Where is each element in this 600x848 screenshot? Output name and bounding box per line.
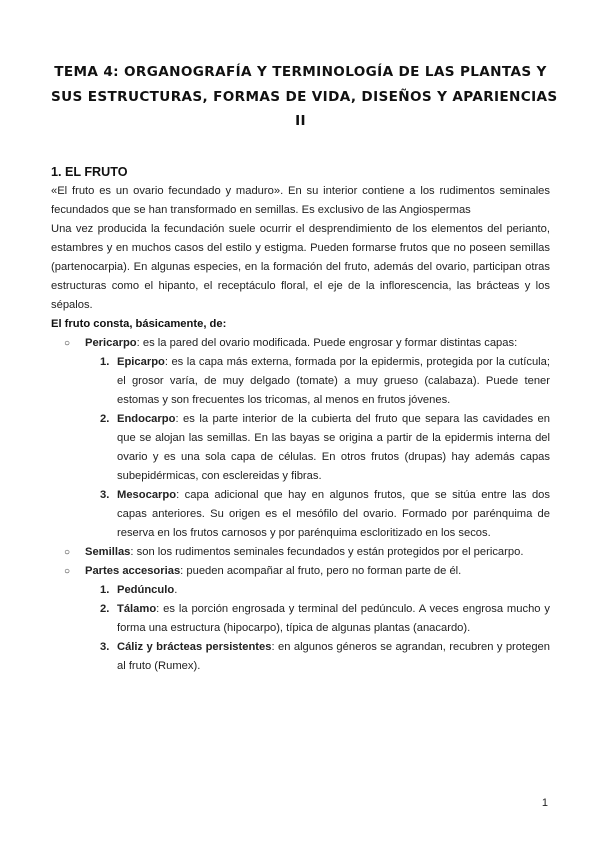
list-item-mesocarpo: [100, 486, 550, 543]
term-caliz-bracteas: Cáliz y brácteas persistentes: [117, 640, 272, 653]
item-number: 1.: [100, 355, 110, 368]
fruit-parts-list: [51, 334, 550, 676]
title-line-3: II: [295, 113, 306, 129]
list-item-partes-accesorias: [64, 562, 551, 676]
consta-label: El fruto consta, básicamente, de:: [51, 317, 227, 330]
term-semillas: Semillas: [85, 545, 131, 558]
item-number: 2.: [100, 412, 110, 425]
accesorias-list: [85, 581, 550, 676]
item-number: 3.: [100, 640, 110, 653]
list-item-pericarpo: [64, 334, 550, 543]
list-item-pedunculo: [100, 581, 550, 600]
section-heading: 1. EL FRUTO: [51, 164, 128, 179]
term-pericarpo: Pericarpo: [85, 336, 137, 349]
term-partes-accesorias: Partes accesorias: [85, 564, 181, 577]
item-number: 3.: [100, 488, 110, 501]
list-item-talamo: [100, 600, 550, 638]
intro-paragraph: «El fruto es un ovario fecundado y maduro». En su interior contiene a los rudimentos seminales fecundados que se han transformado en semillas. Es exclusivo de las Angiospermas: [51, 184, 550, 216]
bullet-circle-icon: ○: [64, 546, 71, 558]
page-number: 1: [541, 797, 548, 809]
term-talamo: Tálamo: [117, 602, 157, 615]
term-endocarpo: Endocarpo: [117, 412, 176, 425]
fecundation-paragraph: Una vez producida la fecundación suele ocurrir el desprendimiento de los elementos del perianto, estambres y en muchos casos del estilo y estigma. Pueden formarse frutos que no poseen semillas (partenocarpia). En algunas especies, en la formación del fruto, además del ovario, participan otras estructuras como el hipanto, el receptáculo floral, el eje de la inflorescencia, las brácteas y los sépalos.: [51, 222, 550, 311]
document-title: [51, 60, 558, 134]
list-item-semillas: [64, 543, 550, 562]
title-line-2: SUS ESTRUCTURAS, FORMAS DE VIDA, DISEÑOS Y APARIENCIAS: [51, 88, 558, 105]
title-line-1: TEMA 4: ORGANOGRAFÍA Y TERMINOLOGÍA DE LAS PLANTAS Y: [54, 64, 547, 80]
term-pedunculo: Pedúnculo: [117, 583, 175, 596]
list-item-caliz-bracteas: [100, 638, 551, 676]
list-item-epicarpo: [100, 353, 550, 410]
term-mesocarpo: Mesocarpo: [117, 488, 177, 501]
epicarpo-text: : es la capa más externa, formada por la epidermis, protegida por la cutícula; el grosor varía, de muy delgado (tomate) a muy grueso (calabaza). Puede tener estomas y son frecuentes los tricomas, al menos en frutos jóvenes.: [117, 355, 550, 406]
bullet-circle-icon: ○: [64, 565, 71, 577]
pedunculo-text: .: [174, 583, 178, 596]
talamo-text: : es la porción engrosada y terminal del pedúnculo. A veces engrosa mucho y forma una estructura (hipocarpo), típica de algunas plantas (anacardo).: [117, 602, 550, 634]
term-epicarpo: Epicarpo: [117, 355, 165, 368]
bullet-circle-icon: ○: [64, 337, 71, 349]
mesocarpo-text: : capa adicional que hay en algunos frutos, que se sitúa entre las dos capas anteriores. Su origen es el mesófilo del ovario. Formado por parénquima de reserva en los frutos carnosos y por parénquima escloritizado en los secos.: [117, 488, 550, 539]
semillas-text: : son los rudimentos seminales fecundados y están protegidos por el pericarpo.: [130, 545, 524, 558]
item-number: 2.: [100, 602, 110, 615]
caliz-bracteas-text: : en algunos géneros se agrandan, recubren y protegen al fruto (Rumex).: [117, 640, 551, 672]
accesorias-text: : pueden acompañar al fruto, pero no forman parte de él.: [180, 564, 462, 577]
pericarpo-layers-list: [85, 353, 550, 543]
item-number: 1.: [100, 583, 110, 596]
endocarpo-text: : es la parte interior de la cubierta del fruto que separa las cavidades en que se alojan las semillas. En las bayas se origina a partir de la epidermis interna del ovario y es una sola capa de células. En otros frutos (drupas) hay además capas subepidérmicas, con esclereidas y fibras.: [117, 412, 550, 482]
list-item-endocarpo: [100, 410, 550, 486]
pericarpo-text: : es la pared del ovario modificada. Puede engrosar y formar distintas capas:: [136, 336, 518, 349]
